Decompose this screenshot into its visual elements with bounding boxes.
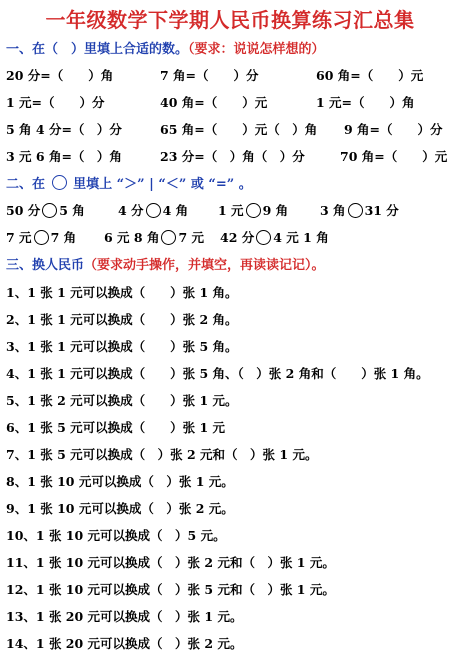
- s2-q5-left: 7 元: [6, 230, 32, 245]
- s2-q5-right: 7 角: [50, 230, 77, 245]
- s2-q4: [320, 201, 399, 219]
- s2-q4-left: 3 角: [320, 203, 346, 218]
- s1-q3[interactable]: 60 角=（ ）元: [316, 68, 424, 83]
- s2-q1: [6, 201, 85, 219]
- s1-q12[interactable]: 70 角=（ ）元: [340, 149, 448, 164]
- s2-q3-left: 1 元: [218, 203, 244, 218]
- s3-item-12[interactable]: 12、1 张 10 元可以换成（ ）张 5 元和（ ）张 1 元。: [6, 582, 335, 597]
- s1-q8[interactable]: 65 角=（ ）元（ ）角: [160, 122, 318, 137]
- s1-q7[interactable]: 5 角 4 分=（ ）分: [6, 122, 122, 137]
- s2-q7-right: 4 元 1 角: [273, 230, 329, 245]
- s2-q7: [220, 228, 329, 246]
- s2-q2-left: 4 分: [118, 203, 144, 218]
- s2-q6-right: 7 元: [178, 230, 205, 245]
- s1-q9[interactable]: 9 角=（ ）分: [344, 122, 443, 137]
- s3-item-8[interactable]: 8、1 张 10 元可以换成（ ）张 1 元。: [6, 474, 234, 489]
- s3-item-13[interactable]: 13、1 张 20 元可以换成（ ）张 1 元。: [6, 609, 243, 624]
- s2-q2: [118, 201, 188, 219]
- s2-q3-right: 9 角: [262, 203, 289, 218]
- circle-icon: [52, 175, 67, 190]
- s2-q1-right: 5 角: [59, 203, 85, 218]
- s2-q2-right: 4 角: [162, 203, 189, 218]
- section1-note: （要求：说说怎样想的）: [188, 42, 325, 57]
- s1-q2[interactable]: 7 角=（ ）分: [160, 68, 259, 83]
- s3-item-6[interactable]: 6、1 张 5 元可以换成（ ）张 1 元: [6, 420, 226, 435]
- compare-circle[interactable]: [348, 203, 363, 218]
- s1-q11[interactable]: 23 分=（ ）角（ ）分: [160, 149, 305, 164]
- s3-item-7[interactable]: 7、1 张 5 元可以换成（ ）张 2 元和（ ）张 1 元。: [6, 447, 318, 462]
- s1-q4[interactable]: 1 元=（ ）分: [6, 95, 105, 110]
- s2-q6-left: 6 元 8 角: [104, 230, 160, 245]
- s3-item-1[interactable]: 1、1 张 1 元可以换成（ ）张 1 角。: [6, 285, 238, 300]
- section1-heading-text: 一、在（ ）里填上合适的数。: [6, 42, 189, 57]
- section2-heading-post: 里填上 “＞” | “＜” 或 “=” 。: [73, 177, 252, 192]
- s1-q6[interactable]: 1 元=（ ）角: [316, 95, 415, 110]
- s2-q3: [218, 201, 288, 219]
- section3-note: （要求动手操作，并填空，再读读记记）。: [84, 258, 325, 273]
- s2-q5: [6, 228, 76, 246]
- s3-item-10[interactable]: 10、1 张 10 元可以换成（ ）5 元。: [6, 528, 226, 543]
- s2-q7-left: 42 分: [220, 230, 255, 245]
- s2-q4-right: 31 分: [364, 203, 399, 218]
- section3-heading-text: 三、换人民币: [6, 258, 85, 273]
- s1-q1[interactable]: 20 分=（ ）角: [6, 68, 114, 83]
- s3-item-4[interactable]: 4、1 张 1 元可以换成（ ）张 5 角、（ ）张 2 角和（ ）张 1 角。: [6, 366, 429, 381]
- s3-item-11[interactable]: 11、1 张 10 元可以换成（ ）张 2 元和（ ）张 1 元。: [6, 555, 335, 570]
- s2-q1-left: 50 分: [6, 203, 41, 218]
- s3-item-5[interactable]: 5、1 张 2 元可以换成（ ）张 1 元。: [6, 393, 238, 408]
- s3-item-14[interactable]: 14、1 张 20 元可以换成（ ）张 2 元。: [6, 636, 243, 651]
- s3-item-2[interactable]: 2、1 张 1 元可以换成（ ）张 2 角。: [6, 312, 238, 327]
- section2-heading: [6, 173, 252, 192]
- compare-circle[interactable]: [34, 230, 49, 245]
- page-title: 一年级数学下学期人民币换算练习汇总集: [45, 8, 415, 32]
- section2-heading-pre: 二、在: [6, 177, 46, 192]
- compare-circle[interactable]: [246, 203, 261, 218]
- section3-heading: [6, 254, 325, 273]
- compare-circle[interactable]: [146, 203, 161, 218]
- compare-circle[interactable]: [161, 230, 176, 245]
- section1-heading: [6, 38, 325, 57]
- s1-q10[interactable]: 3 元 6 角=（ ）角: [6, 149, 122, 164]
- s1-q5[interactable]: 40 角=（ ）元: [160, 95, 268, 110]
- s2-q6: [104, 228, 204, 246]
- compare-circle[interactable]: [256, 230, 271, 245]
- compare-circle[interactable]: [42, 203, 57, 218]
- s3-item-9[interactable]: 9、1 张 10 元可以换成（ ）张 2 元。: [6, 501, 234, 516]
- s3-item-3[interactable]: 3、1 张 1 元可以换成（ ）张 5 角。: [6, 339, 238, 354]
